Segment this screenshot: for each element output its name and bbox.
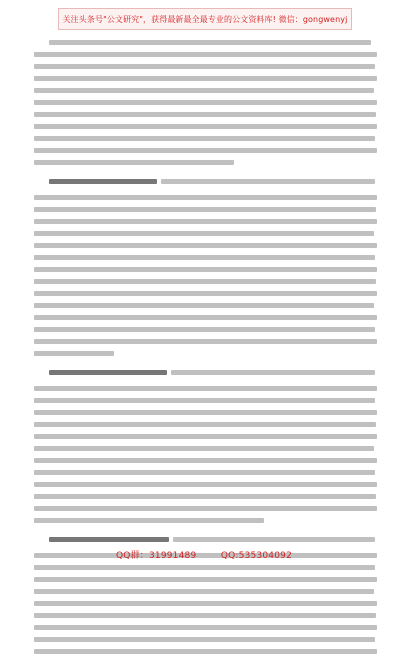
section-2 xyxy=(34,367,377,523)
promo-banner-text: 关注头条号"公文研究"，获得最新最全最专业的公文资料库! 微信：gongwenyj xyxy=(62,14,348,24)
promo-banner xyxy=(58,8,352,30)
section-1 xyxy=(34,176,377,356)
document-body xyxy=(34,40,377,540)
paragraph-1 xyxy=(34,40,377,165)
contact-footer-text: QQ群：31991489 QQ:535304092 xyxy=(116,550,292,561)
contact-footer xyxy=(0,546,408,562)
